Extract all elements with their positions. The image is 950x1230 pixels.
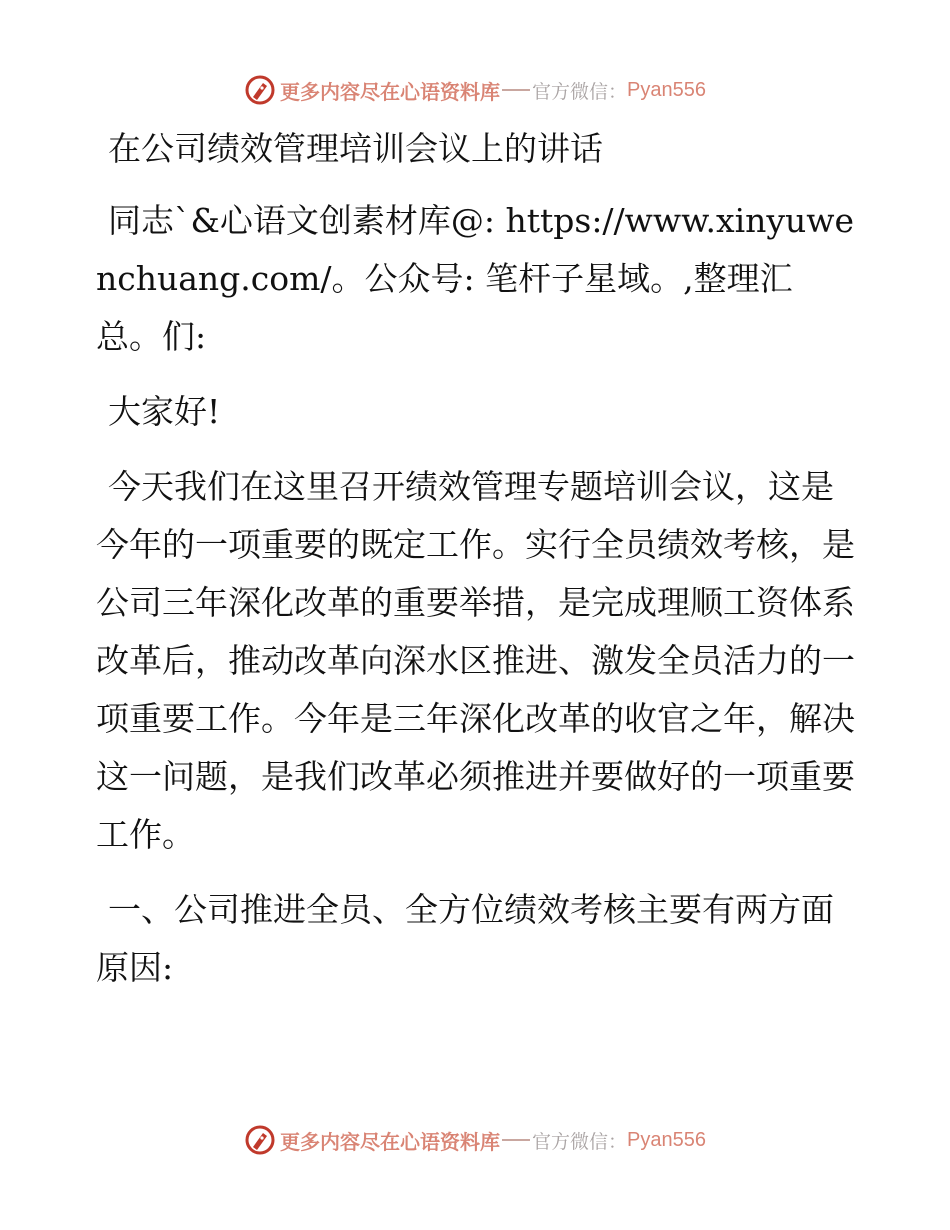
pen-nib-circle-icon (244, 74, 276, 106)
wechat-id: Pyan556 (627, 1128, 706, 1151)
body-paragraph: 今天我们在这里召开绩效管理专题培训会议，这是今年的一项重要的既定工作。实行全员绩效考核，是公司三年深化改革的重要举措，是完成理顺工资体系改革后，推动改革向深水区推进、激发全员活力的一项重要工作。今年是三年深化改革的收官之年，解决这一问题，是我们改革必须推进并要做好的一项重要工作。 (96, 467, 855, 854)
greeting-paragraph: 大家好! (108, 392, 221, 431)
wechat-id: Pyan556 (627, 78, 706, 101)
pen-nib-circle-icon (244, 1124, 276, 1156)
footer-watermark-banner (0, 1120, 950, 1160)
banner-dash-divider (502, 1139, 530, 1141)
salutation-paragraph: 同志`&心语文创素材库@: https://www.xinyuwenchuang.com/。公众号: 笔杆子星域。,整理汇总。们: (96, 201, 855, 356)
brand-text: 更多内容尽在心语资料库 (280, 1129, 500, 1154)
official-wechat-label: 官方微信： (532, 80, 628, 103)
document-body (96, 120, 856, 1014)
official-wechat-label: 官方微信： (532, 1130, 628, 1153)
banner-dash-divider (502, 89, 530, 91)
header-watermark-banner (0, 70, 950, 110)
document-title: 在公司绩效管理培训会议上的讲话 (108, 129, 603, 168)
brand-text: 更多内容尽在心语资料库 (280, 79, 500, 104)
section-heading: 一、公司推进全员、全方位绩效考核主要有两方面原因: (96, 890, 834, 987)
